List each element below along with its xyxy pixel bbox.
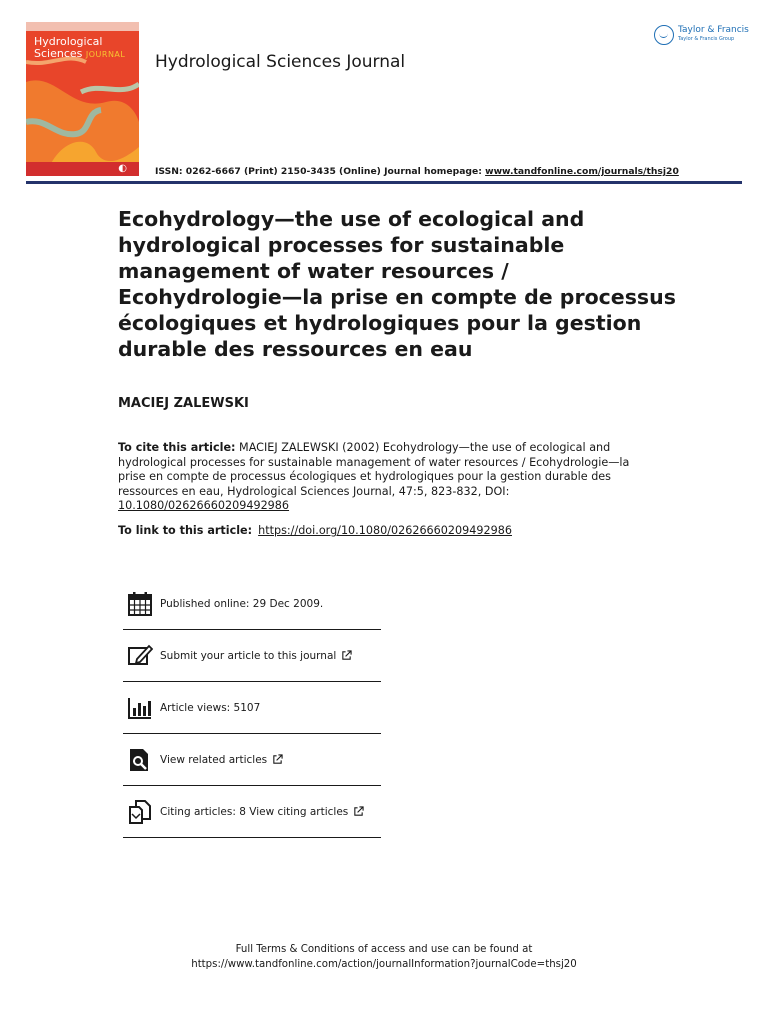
article-views-item xyxy=(123,682,381,734)
article-link-line xyxy=(118,524,512,537)
publisher-logo[interactable] xyxy=(654,22,749,48)
citing-icon xyxy=(127,799,153,825)
article-title: Ecohydrology—the use of ecological and hydrological processes for sustainable management of water resources / Ecohydrologie—la prise en compte de processus écologiques et hydrologiques pour la gestion durable des ressources en eau xyxy=(118,207,676,361)
cover-top-bar xyxy=(26,22,139,31)
cover-title-line1: Hydrological xyxy=(34,35,103,48)
citation-text: MACIEJ ZALEWSKI (2002) Ecohydrology—the use of ecological and hydrological processes for sustainable management of water resources / Ecohydrologie—la prise en compte de processus écologiques et hydrologiques pour la gestion durable des ressources en eau, Hydrological Sciences Journal, 47:5, 823-832, DOI: xyxy=(118,441,630,498)
terms-line: Full Terms & Conditions of access and use can be found at xyxy=(235,944,533,955)
issn-text: ISSN: 0262-6667 (Print) 2150-3435 (Online) Journal homepage: xyxy=(155,166,486,177)
cover-bottom-bar xyxy=(26,162,139,176)
header-divider xyxy=(26,181,742,184)
citation-label: To cite this article: xyxy=(118,441,236,454)
article-views-text: Article views: 5107 xyxy=(160,701,261,714)
external-link-icon xyxy=(341,650,352,661)
published-online-item xyxy=(123,578,381,630)
article-author: MACIEJ ZALEWSKI xyxy=(118,396,249,411)
article-meta-list xyxy=(123,578,381,838)
external-link-icon xyxy=(353,806,364,817)
citation-block xyxy=(118,441,638,514)
cover-publisher-icon: ◐ xyxy=(118,163,127,174)
journal-cover xyxy=(26,22,139,176)
citing-articles-item[interactable] xyxy=(123,786,381,838)
cover-title-line3: JOURNAL xyxy=(85,50,126,59)
related-articles-item[interactable] xyxy=(123,734,381,786)
cover-title-line2: Sciences xyxy=(34,47,83,60)
citing-articles-link[interactable]: Citing articles: 8 View citing articles xyxy=(160,805,349,818)
submit-article-link[interactable]: Submit your article to this journal xyxy=(160,649,337,662)
calendar-icon xyxy=(127,591,153,617)
submit-article-item[interactable] xyxy=(123,630,381,682)
journal-name: Hydrological Sciences Journal xyxy=(155,52,406,72)
cover-title xyxy=(34,36,125,61)
external-link-icon xyxy=(272,754,283,765)
published-online-text: Published online: 29 Dec 2009. xyxy=(160,597,324,610)
related-articles-link[interactable]: View related articles xyxy=(160,753,268,766)
terms-footer xyxy=(0,942,768,972)
terms-url[interactable]: https://www.tandfonline.com/action/journalInformation?journalCode=thsj20 xyxy=(191,959,577,970)
citation-doi-link[interactable]: 10.1080/02626660209492986 xyxy=(118,499,290,512)
journal-homepage-link[interactable]: www.tandfonline.com/journals/thsj20 xyxy=(485,166,679,177)
article-doi-link[interactable]: https://doi.org/10.1080/02626660209492986 xyxy=(258,524,512,537)
edit-icon xyxy=(127,643,153,669)
article-link-label: To link to this article: xyxy=(118,524,253,537)
publisher-group: Taylor & Francis Group xyxy=(678,36,735,42)
publisher-name: Taylor & Francis xyxy=(678,25,749,35)
publisher-logo-icon xyxy=(654,25,674,45)
search-document-icon xyxy=(127,747,153,773)
issn-line xyxy=(155,166,679,177)
bar-chart-icon xyxy=(127,695,153,721)
